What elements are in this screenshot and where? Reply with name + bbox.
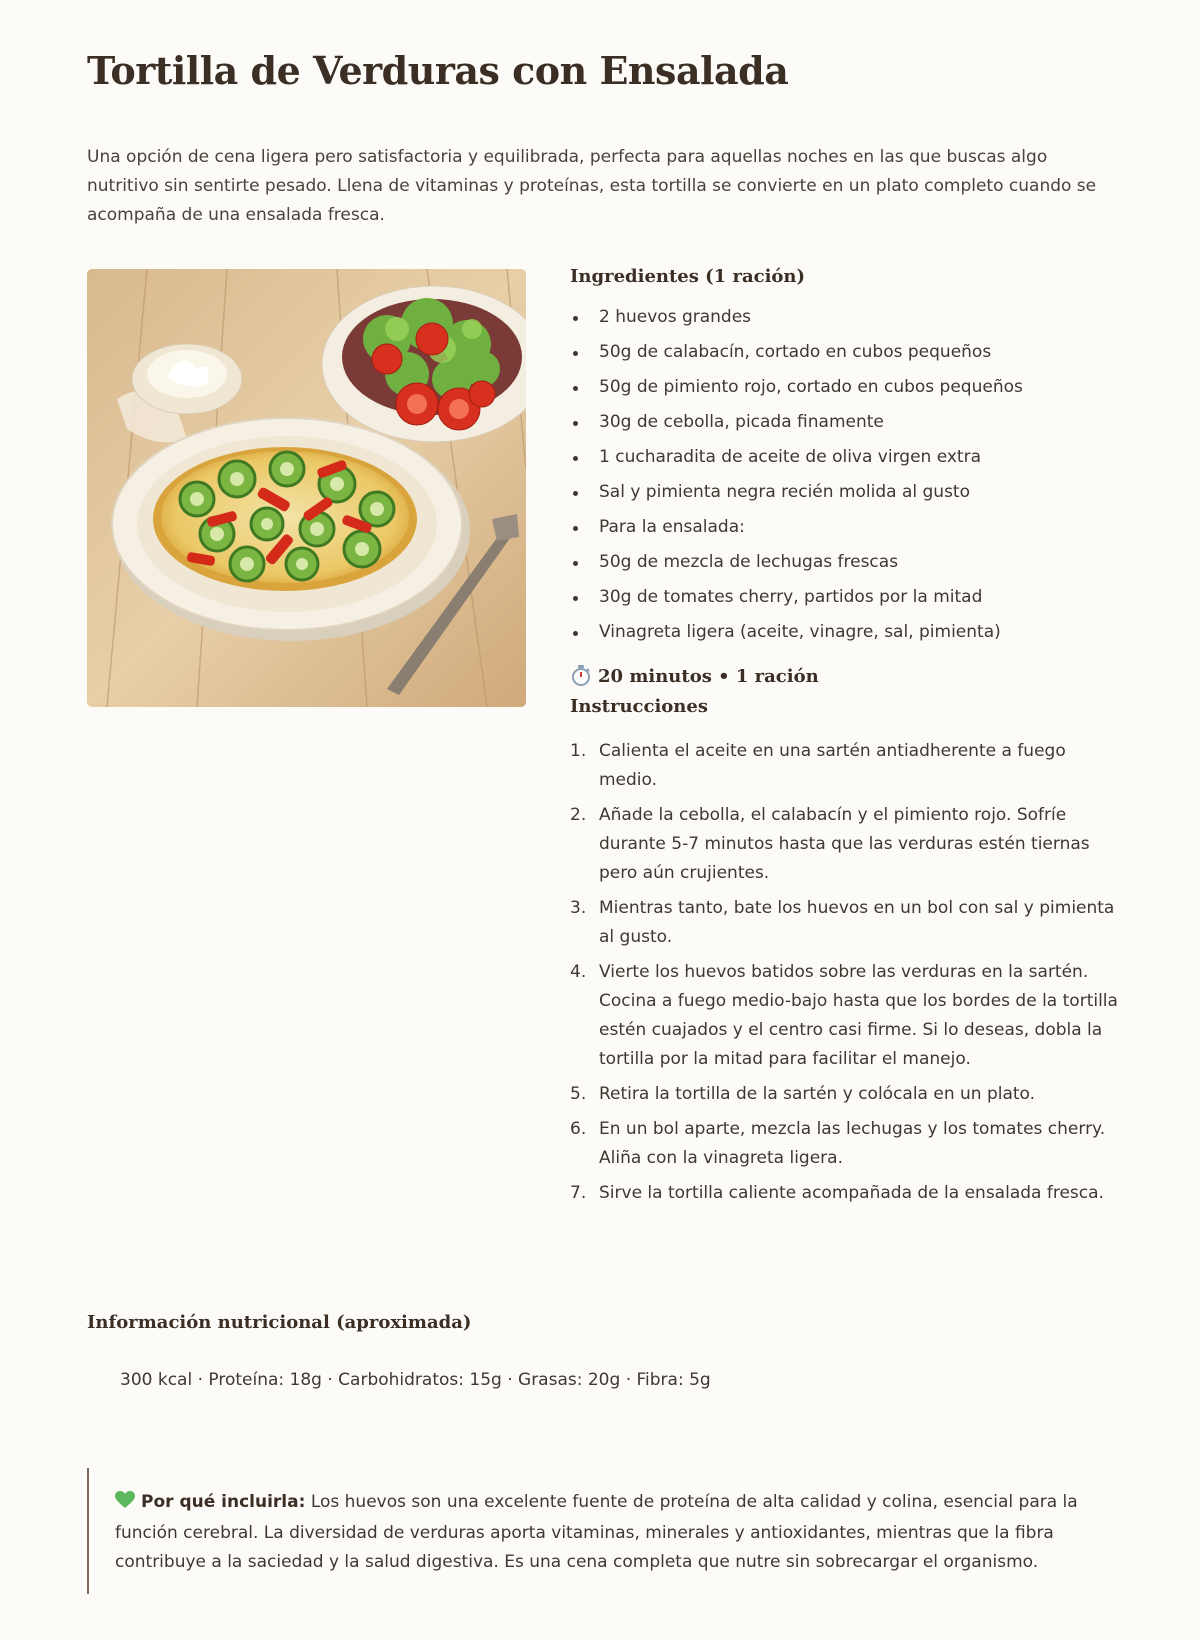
ingredient-item: 50g de pimiento rojo, cortado en cubos pequeños bbox=[570, 375, 1125, 410]
nutrition-heading: Información nutricional (aproximada) bbox=[87, 1312, 472, 1333]
step-text: Mientras tanto, bate los huevos en un bol con sal y pimienta al gusto. bbox=[599, 898, 1115, 947]
instruction-step bbox=[570, 894, 1125, 952]
step-number: 4. bbox=[570, 962, 587, 982]
step-number: 5. bbox=[570, 1084, 587, 1104]
step-text: Calienta el aceite en una sartén antiadherente a fuego medio. bbox=[599, 741, 1066, 790]
why-include-callout bbox=[87, 1468, 1117, 1594]
page-title: Tortilla de Verduras con Ensalada bbox=[87, 48, 789, 93]
instruction-step bbox=[570, 737, 1125, 795]
step-text: Sirve la tortilla caliente acompañada de la ensalada fresca. bbox=[599, 1183, 1104, 1203]
step-text: Añade la cebolla, el calabacín y el pimiento rojo. Sofríe durante 5-7 minutos hasta que las verduras estén tiernas pero aún crujientes. bbox=[599, 805, 1090, 883]
why-label: Por qué incluirla: bbox=[141, 1492, 306, 1512]
ingredient-item: Para la ensalada: bbox=[570, 515, 1125, 550]
ingredients-heading: Ingredientes (1 ración) bbox=[570, 266, 806, 287]
step-number: 6. bbox=[570, 1119, 587, 1139]
recipe-details bbox=[570, 266, 1125, 1214]
step-text: En un bol aparte, mezcla las lechugas y los tomates cherry. Aliña con la vinagreta ligera. bbox=[599, 1119, 1106, 1168]
instruction-step bbox=[570, 801, 1125, 888]
ingredient-item: 50g de calabacín, cortado en cubos pequeños bbox=[570, 340, 1125, 375]
ingredient-item: 2 huevos grandes bbox=[570, 305, 1125, 340]
step-number: 2. bbox=[570, 805, 587, 825]
recipe-photo bbox=[87, 269, 526, 707]
instructions-list bbox=[570, 737, 1125, 1208]
ingredients-list bbox=[570, 305, 1125, 655]
ingredient-item: Vinagreta ligera (aceite, vinagre, sal, pimienta) bbox=[570, 620, 1125, 655]
ingredient-item: 30g de tomates cherry, partidos por la mitad bbox=[570, 585, 1125, 620]
time-servings bbox=[570, 662, 1125, 692]
time-servings-text: 20 minutos • 1 ración bbox=[598, 666, 819, 687]
step-text: Vierte los huevos batidos sobre las verduras en la sartén. Cocina a fuego medio-bajo hasta que los bordes de la tortilla estén cuajados y el centro casi firme. Si lo deseas, dobla la tortilla por la mitad para facilitar el manejo. bbox=[599, 962, 1118, 1069]
ingredient-item: 30g de cebolla, picada finamente bbox=[570, 410, 1125, 445]
ingredient-item: Sal y pimienta negra recién molida al gusto bbox=[570, 480, 1125, 515]
instructions-heading: Instrucciones bbox=[570, 696, 708, 717]
instruction-step bbox=[570, 1080, 1125, 1109]
instruction-step bbox=[570, 958, 1125, 1074]
step-number: 7. bbox=[570, 1183, 587, 1203]
green-heart-icon bbox=[115, 1490, 135, 1519]
nutrition-values: 300 kcal · Proteína: 18g · Carbohidratos: 15g · Grasas: 20g · Fibra: 5g bbox=[120, 1370, 711, 1390]
step-number: 3. bbox=[570, 898, 587, 918]
ingredient-item: 1 cucharadita de aceite de oliva virgen extra bbox=[570, 445, 1125, 480]
ingredient-item: 50g de mezcla de lechugas frescas bbox=[570, 550, 1125, 585]
stopwatch-icon bbox=[570, 664, 592, 696]
instruction-step bbox=[570, 1179, 1125, 1208]
instruction-step bbox=[570, 1115, 1125, 1173]
step-number: 1. bbox=[570, 741, 587, 761]
why-text: Los huevos son una excelente fuente de proteína de alta calidad y colina, esencial para la función cerebral. La diversidad de verduras aporta vitaminas, minerales y antioxidantes, mientras que la fibra contribuye a la saciedad y la salud digestiva. Es una cena completa que nutre sin sobrecargar el organismo. bbox=[115, 1492, 1078, 1572]
step-text: Retira la tortilla de la sartén y colócala en un plato. bbox=[599, 1084, 1036, 1104]
intro-paragraph: Una opción de cena ligera pero satisfactoria y equilibrada, perfecta para aquellas noches en las que buscas algo nutritivo sin sentirte pesado. Llena de vitaminas y proteínas, esta tortilla se convierte en un plato completo cuando se acompaña de una ensalada fresca. bbox=[87, 147, 1097, 225]
